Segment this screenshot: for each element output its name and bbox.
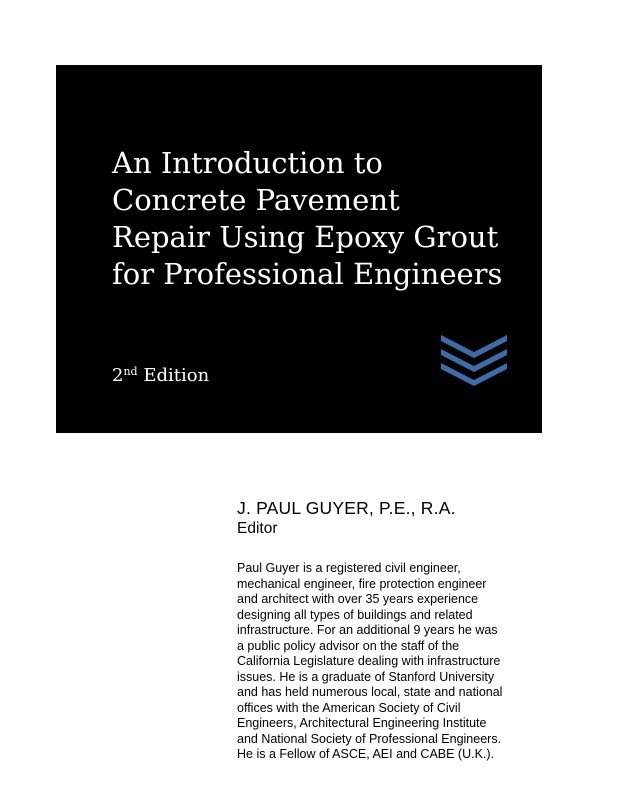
bio-line: He is a Fellow of ASCE, AEI and CABE (U.K.).: [237, 747, 495, 761]
title-line: Concrete Pavement: [112, 183, 400, 217]
title-line: Repair Using Epoxy Grout: [112, 220, 499, 254]
author-role: Editor: [237, 520, 278, 537]
bio-line: and architect with over 35 years experience: [237, 592, 479, 606]
edition-suffix: nd: [123, 365, 138, 378]
bio-line: infrastructure. For an additional 9 years he was: [237, 623, 498, 637]
bio-line: and has held numerous local, state and national: [237, 685, 503, 699]
bio-line: mechanical engineer, fire protection engineer: [237, 576, 487, 591]
bio-line: California Legislature dealing with infrastructure: [237, 654, 501, 668]
edition-word: Edition: [143, 365, 210, 386]
cover-title-panel: [56, 65, 542, 433]
bio-line: offices with the American Society of Civil: [237, 700, 461, 715]
author-bio: [237, 561, 537, 763]
book-title: [112, 145, 512, 293]
triple-chevron-down-icon: [441, 335, 507, 387]
bio-line: issues. He is a graduate of Stanford University: [237, 669, 495, 684]
bio-line: a public policy advisor on the staff of the: [237, 638, 460, 653]
bio-line: Paul Guyer is a registered civil engineer,: [237, 561, 461, 575]
title-line: An Introduction to: [112, 146, 383, 180]
title-line: for Professional Engineers: [112, 257, 503, 291]
bio-line: designing all types of buildings and related: [237, 607, 473, 622]
edition-label: [112, 365, 209, 386]
bio-line: and National Society of Professional Engineers.: [237, 731, 502, 746]
author-section: [237, 498, 537, 763]
bio-line: Engineers, Architectural Engineering Institute: [237, 716, 487, 730]
edition-number: 2: [112, 365, 124, 386]
author-name: J. PAUL GUYER, P.E., R.A.: [237, 498, 456, 518]
